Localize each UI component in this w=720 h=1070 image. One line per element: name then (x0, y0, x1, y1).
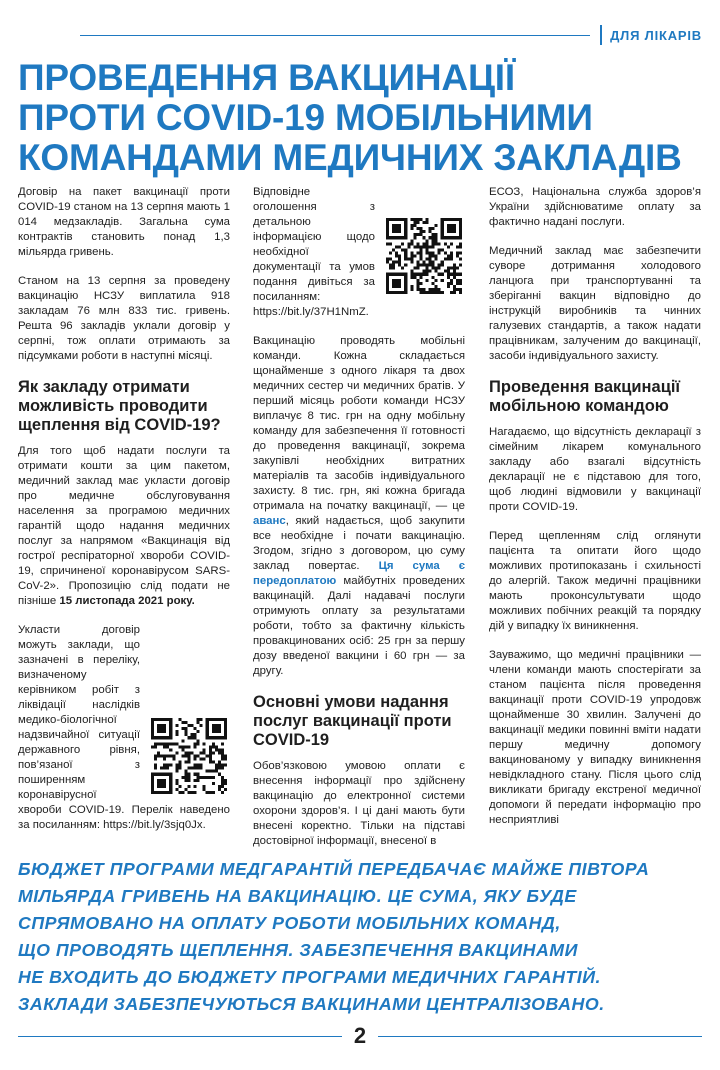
subheading: Проведення вакцинації мобільною командою (489, 378, 681, 415)
pull-quote (18, 856, 708, 1018)
paragraph: Нагадаємо, що відсутність декларації з сімейним лікарем комунального закладу або взагалі відсутність декларації не є підставою для того, щоб людині відмовили у вакцинації проти COVID-19. (489, 426, 701, 513)
section-label: ДЛЯ ЛІКАРІВ (610, 27, 702, 43)
quote-line: НЕ ВХОДИТЬ ДО БЮДЖЕТУ ПРОГРАМИ МЕДИЧНИХ ГАРАНТІЙ. (18, 967, 601, 987)
paragraph: Зауважимо, що медичні працівники — члени команди мають спостерігати за станом пацієнта після проведення вакцинації проти COVID-19 упродовж щонайменше 30 хвилин. Залучені до вакцинації медики повинні вміти надати першу медичну допомогу вакцинованому у випадку виникнення невідкладного стану. Після цього слід викликати бригаду екстреної медичної допомоги й передати інформацію про несприятливі (489, 649, 701, 826)
footer-rule (378, 1036, 702, 1037)
deadline-text: 15 листопада 2021 року. (59, 595, 195, 607)
paragraph: Відповідне оголошення з детальною інформацією щодо необхідної документації та умов подання дивіться за посиланням: https://bit.ly/37H1NmZ. (253, 186, 375, 318)
paragraph (18, 444, 230, 609)
paragraph: Перед щепленням слід оглянути пацієнта та опитати його щодо можливих протипоказань і схильності до алергій. Також медичні працівники мають проконсультувати щодо можливих побічних реакцій та порядку дій у випадку їх виникнення. (489, 530, 701, 632)
subheading: Як закладу отримати можливість проводити щеплення від COVID-19? (18, 378, 221, 434)
highlight-prepayment: Ця сума є передоплатою (253, 560, 465, 587)
qr-code-graphic (151, 718, 227, 794)
qr-code-icon (148, 715, 230, 797)
qr-code-graphic (386, 218, 462, 294)
subheading: Основні умови надання послуг вакцинації проти COVID-19 (253, 693, 452, 749)
paragraph: Медичний заклад має забезпечити суворе дотримання холодового ланцюга при транспортуванні та зберіганні вакцин відповідно до інструкцій виробників та чинних галузевих стандартів, а також надати працівникам, залученим до вакцинації, засоби індивідуального захисту. (489, 245, 701, 362)
paragraph-text: Вакцинацію проводять мобільні команди. Кожна складається щонайменше з одного лікаря та двох медичних сестер чи медичних братів. У перший місяць роботи команди НСЗУ виплачує 8 тис. грн на одну мобільну команду для забезпечення її готовності до проведення вакцинації, зокрема закупівлі необхідних витратних матеріалів та засобів індивідуального захисту. 8 тис. грн, які кожна бригада отримала на початку вакцинації, — це (253, 335, 465, 512)
header-bar (600, 25, 602, 45)
headline-line: ПРОВЕДЕННЯ ВАКЦИНАЦІЇ (18, 57, 515, 98)
paragraph: Обов’язковою умовою оплати є внесення інформації про здійснену вакцинацію до електронної системи охорони здоров’я. І ці дані мають бути внесені коректно. Тільки на підставі достовірної інформації, внесеної в (253, 760, 465, 847)
section-tag (80, 24, 702, 46)
paragraph-text: Для того щоб надати послуги та отримати кошти за цим пакетом, медичний заклад має укласти договір про медичне обслуговування населення за програмою медичних гарантій щодо надання медичних послуг за напрямом «Вакцинація від гострої респіраторної хвороби COVID-19, спричиненої коронавірусом SARS-CoV-2». Пропозицію слід подати не пізніше (18, 445, 230, 607)
headline (18, 58, 708, 178)
paragraph: Договір на пакет вакцинації проти COVID-19 станом на 13 серпня мають 1 014 медзакладів. Загальна сума контрактів становить понад 1,3 мільярда гривень. (18, 186, 230, 258)
qr-code-icon (383, 215, 465, 297)
header-rule (80, 35, 590, 36)
paragraph-text: майбутніх проведених вакцинацій. Далі надавачі послуги отримують оплату за результатами роботи, тобто за фактичну кількість провакцинованих осіб: 25 грн за першу дозу введеної вакцини і 60 грн — за другу. (253, 575, 465, 677)
quote-line: СПРЯМОВАНО НА ОПЛАТУ РОБОТИ МОБІЛЬНИХ КОМАНД, (18, 913, 561, 933)
paragraph: ЕСОЗ, Національна служба здоров’я України здійснюватиме оплату за фактично надані послуги. (489, 186, 701, 228)
highlight-advance: аванс (253, 515, 286, 527)
paragraph (253, 334, 465, 679)
page-number: 2 (353, 1023, 367, 1048)
headline-line: ПРОТИ COVID-19 МОБІЛЬНИМИ (18, 97, 593, 138)
quote-line: ЩО ПРОВОДЯТЬ ЩЕПЛЕННЯ. ЗАБЕЗПЕЧЕННЯ ВАКЦИНАМИ (18, 940, 578, 960)
quote-line: МІЛЬЯРДА ГРИВЕНЬ НА ВАКЦИНАЦІЮ. ЦЕ СУМА, ЯКУ БУДЕ (18, 886, 577, 906)
page-footer (18, 1022, 702, 1050)
paragraph: Укласти договір можуть заклади, що зазначені в переліку, визначеному керівником робіт з ліквідації наслідків медико-біологічної надзвичайної ситуації державного рівня, пов’язаної з поширенням коронавірусної хвороби COVID-19. Перелік наведено за посиланням: https://bit.ly/3sjq0Jx. (18, 624, 230, 831)
column-1 (18, 185, 230, 835)
paragraph-text: , який надається, щоб закупити все необхідне і почати вакцинацію. Згодом, згідно з договором, цю суму заклад повертає. (253, 515, 465, 572)
column-3 (489, 185, 701, 835)
footer-rule (18, 1036, 342, 1037)
quote-line: ЗАКЛАДИ ЗАБЕЗПЕЧУЮТЬСЯ ВАКЦИНАМИ ЦЕНТРАЛІЗОВАНО. (18, 994, 605, 1014)
paragraph: Станом на 13 серпня за проведену вакцинацію НСЗУ виплатила 918 закладам 76 млн 833 тис. гривень. Решта 96 закладів уклали договір у серпні, тож оплати отримають за підсумками роботи в наступні місяці. (18, 275, 230, 362)
headline-line: КОМАНДАМИ МЕДИЧНИХ ЗАКЛАДІВ (18, 137, 682, 178)
quote-line: БЮДЖЕТ ПРОГРАМИ МЕДГАРАНТІЙ ПЕРЕДБАЧАЄ МАЙЖЕ ПІВТОРА (18, 859, 650, 879)
column-2 (253, 185, 465, 847)
